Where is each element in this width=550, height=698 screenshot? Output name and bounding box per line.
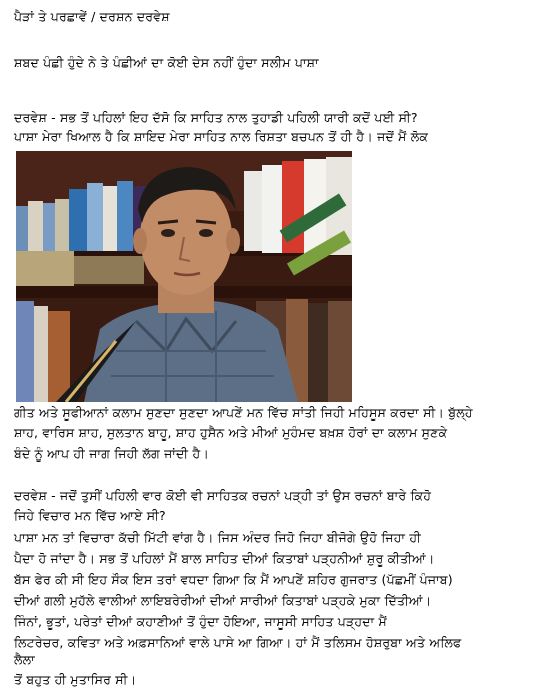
interview-line: ਤੋਂ ਬਹੁਤ ਹੀ ਮੁਤਾਸਿਰ ਸੀ। bbox=[14, 672, 137, 687]
page-title: ਪੈੜਾਂ ਤੇ ਪਰਛਾਵੇਂ / ਦਰਸ਼ਨ ਦਰਵੇਸ਼ bbox=[14, 9, 170, 24]
interview-line: ਪਾਸ਼ਾ ਮਨ ਤਾਂ ਵਿਚਾਰਾ ਕੱਚੀ ਮਿੱਟੀ ਵਾਂਗ ਹੈ। ਜਿਸ ਅੰਦਰ ਜਿਹੋ ਜਿਹਾ ਬੀਜੋਗੇ ਉਹੋ ਜਿਹਾ ਹੀ bbox=[14, 530, 421, 545]
interview-line: ਪੈਦਾ ਹੋ ਜਾਂਦਾ ਹੈ। ਸਭ ਤੋਂ ਪਹਿਲਾਂ ਮੈਂ ਬਾਲ ਸਾਹਿਤ ਦੀਆਂ ਕਿਤਾਬਾਂ ਪੜ੍ਹਨੀਆਂ ਸ਼ੁਰੂ ਕੀਤੀਆਂ। bbox=[14, 551, 435, 566]
interview-line: ਲਿਟਰੇਚਰ, ਕਵਿਤਾ ਅਤੇ ਅਫ਼ਸਾਨਿਆਂ ਵਾਲੇ ਪਾਸੇ ਆ ਗਿਆ। ਹਾਂ ਮੈਂ ਤਲਿਸਮ ਹੋਸ਼ਰੁਬਾ ਅਤੇ ਅਲਿਫ bbox=[14, 635, 462, 650]
interview-line: ਬੰਦੇ ਨੂੰ ਆਪ ਹੀ ਜਾਗ ਜਿਹੀ ਲੱਗ ਜਾਂਦੀ ਹੈ। bbox=[14, 446, 209, 461]
page-subtitle: ਸ਼ਬਦ ਪੰਛੀ ਹੁੰਦੇ ਨੇ ਤੇ ਪੰਛੀਆਂ ਦਾ ਕੋਈ ਦੇਸ ਨਹੀਂ ਹੁੰਦਾ ਸਲੀਮ ਪਾਸ਼ਾ bbox=[14, 55, 319, 70]
interview-line: ਪਾਸ਼ਾ ਮੇਰਾ ਖਿਆਲ ਹੈ ਕਿ ਸ਼ਾਇਦ ਮੇਰਾ ਸਾਹਿਤ ਨਾਲ ਰਿਸ਼ਤਾ ਬਚਪਨ ਤੋਂ ਹੀ ਹੈ। ਜਦੋਂ ਮੈਂ ਲੋਕ bbox=[14, 129, 429, 144]
interview-line: ਦਰਵੇਸ਼ - ਸਭ ਤੋਂ ਪਹਿਲਾਂ ਇਹ ਦੱਸੋ ਕਿ ਸਾਹਿਤ ਨਾਲ ਤੁਹਾਡੀ ਪਹਿਲੀ ਯਾਰੀ ਕਦੋਂ ਪਈ ਸੀ? bbox=[14, 110, 418, 125]
interview-line: ਦਰਵੇਸ਼ - ਜਦੋਂ ਤੁਸੀਂ ਪਹਿਲੀ ਵਾਰ ਕੋਈ ਵੀ ਸਾਹਿਤਕ ਰਚਨਾਂ ਪੜ੍ਹੀ ਤਾਂ ਉਸ ਰਚਨਾਂ ਬਾਰੇ ਕਿਹੋ bbox=[14, 488, 432, 503]
author-photo bbox=[16, 151, 352, 402]
interview-line: ਦੀਆਂ ਗਲੀ ਮੁਹੱਲੇ ਵਾਲੀਆਂ ਲਾਇਬਰੇਰੀਆਂ ਦੀਆਂ ਸਾਰੀਆਂ ਕਿਤਾਬਾਂ ਪੜ੍ਹਕੇ ਮੁਕਾ ਦਿੱਤੀਆਂ। bbox=[14, 593, 432, 608]
interview-line: ਸ਼ਾਹ, ਵਾਰਿਸ ਸ਼ਾਹ, ਸੁਲਤਾਨ ਬਾਹੂ, ਸ਼ਾਹ ਹੁਸੈਨ ਅਤੇ ਮੀਆਂ ਮੁਹੰਮਦ ਬਖ਼ਸ਼ ਹੋਰਾਂ ਦਾ ਕਲਾਮ ਸੁਣਕੇ bbox=[14, 425, 448, 440]
interview-line: ਜਿਹੇ ਵਿਚਾਰ ਮਨ ਵਿੱਚ ਆਏ ਸੀ? bbox=[14, 508, 166, 523]
interview-line: ਗੀਤ ਅਤੇ ਸੂਫੀਆਨਾਂ ਕਲਾਮ ਸੁਣਦਾ ਸੁਣਦਾ ਆਪਣੇਂ ਮਨ ਵਿੱਚ ਸਾਂਤੀ ਜਿਹੀ ਮਹਿਸੂਸ ਕਰਦਾ ਸੀ। ਬੁੱਲ੍ਹੇ bbox=[14, 405, 473, 420]
interview-line: ਬੱਸ ਫੇਰ ਕੀ ਸੀ ਇਹ ਸੌਕ ਇਸ ਤਰਾਂ ਵਧਦਾ ਗਿਆ ਕਿ ਮੈਂ ਆਪਣੇਂ ਸ਼ਹਿਰ ਗੁਜਰਾਤ (ਪੱਛਮੀਂ ਪੰਜਾਬ) bbox=[14, 572, 453, 587]
author-photo-illustration bbox=[16, 151, 352, 402]
interview-line: ਲੈਲਾ bbox=[14, 652, 35, 667]
interview-line: ਜਿੰਨਾਂ, ਭੂਤਾਂ, ਪਰੇਤਾਂ ਦੀਆਂ ਕਹਾਣੀਆਂ ਤੋਂ ਹੁੰਦਾ ਹੋਇਆ, ਜਾਸੂਸੀ ਸਾਹਿਤ ਪੜ੍ਹਦਾ ਮੈਂ bbox=[14, 614, 387, 629]
